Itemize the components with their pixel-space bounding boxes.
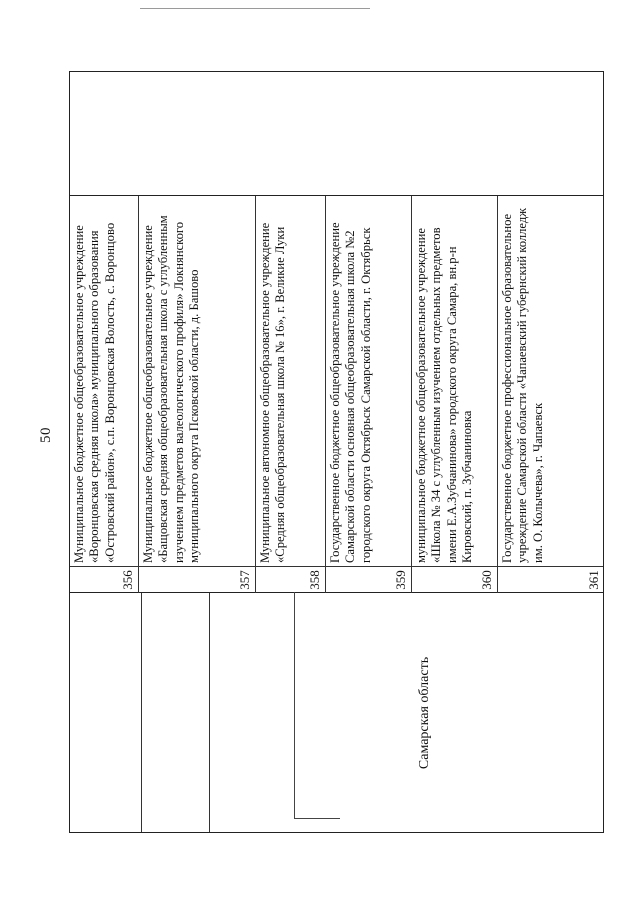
row-text: Муниципальное бюджетное общеобразовательное учреждение «Бащовская средняя общеобразовательная школа с углубленным изучением предметов валеологического профиля» Локнянского муниципального округа Псковской области, д. Башово [141,215,202,563]
row-text: муниципальное бюджетное общеобразовательное учреждение «Школа № 34 с углубленным изучением отдельных предметов имени Е.А.Зубчанинова» городского округа Самара, вн.р-н Кировский, п. Зубчаниновка [414,227,475,563]
row-text: Государственное бюджетное профессиональное образовательное учреждение Самарской области «Чапаевский губернский колледж им. О. Колычева», г. Чапаевск [500,208,545,563]
row-number: 358 [307,570,322,590]
institutions-list [69,196,604,593]
region-column [69,592,604,833]
row-text: Муниципальное бюджетное общеобразовательное учреждение «Воронцовская средняя школа» муниципального образования «Островский район», с.п. Воронцовская Волость, с. Воронцово [72,222,117,563]
table-row [255,196,325,593]
region-name: Самарская область [417,656,432,770]
row-text: Государственное бюджетное общеобразовательное учреждение Самарской области основная общеобразовательная школа №2 городского округа Октябрьск Самарской области, г. Октябрьск [328,222,373,563]
table-row [69,196,138,593]
rotated-table [69,71,604,833]
region-upper-box [294,592,340,819]
table-row [497,196,604,593]
table-row [411,196,497,593]
row-number: 357 [237,570,252,590]
top-scan-line [140,8,370,9]
region-column-rule-2 [209,593,210,833]
region-column-rule-1 [141,593,142,833]
table-row [325,196,411,593]
blank-column [69,70,604,196]
row-number: 359 [393,570,408,590]
page-number: 50 [38,427,54,443]
row-text: Муниципальное автономное общеобразовательное учреждение «Средняя общеобразовательная школа № 16», г. Великие Луки [258,222,288,563]
row-number: 360 [479,570,494,590]
row-number: 356 [120,570,135,590]
table-row [138,196,255,593]
row-number: 361 [586,570,601,590]
